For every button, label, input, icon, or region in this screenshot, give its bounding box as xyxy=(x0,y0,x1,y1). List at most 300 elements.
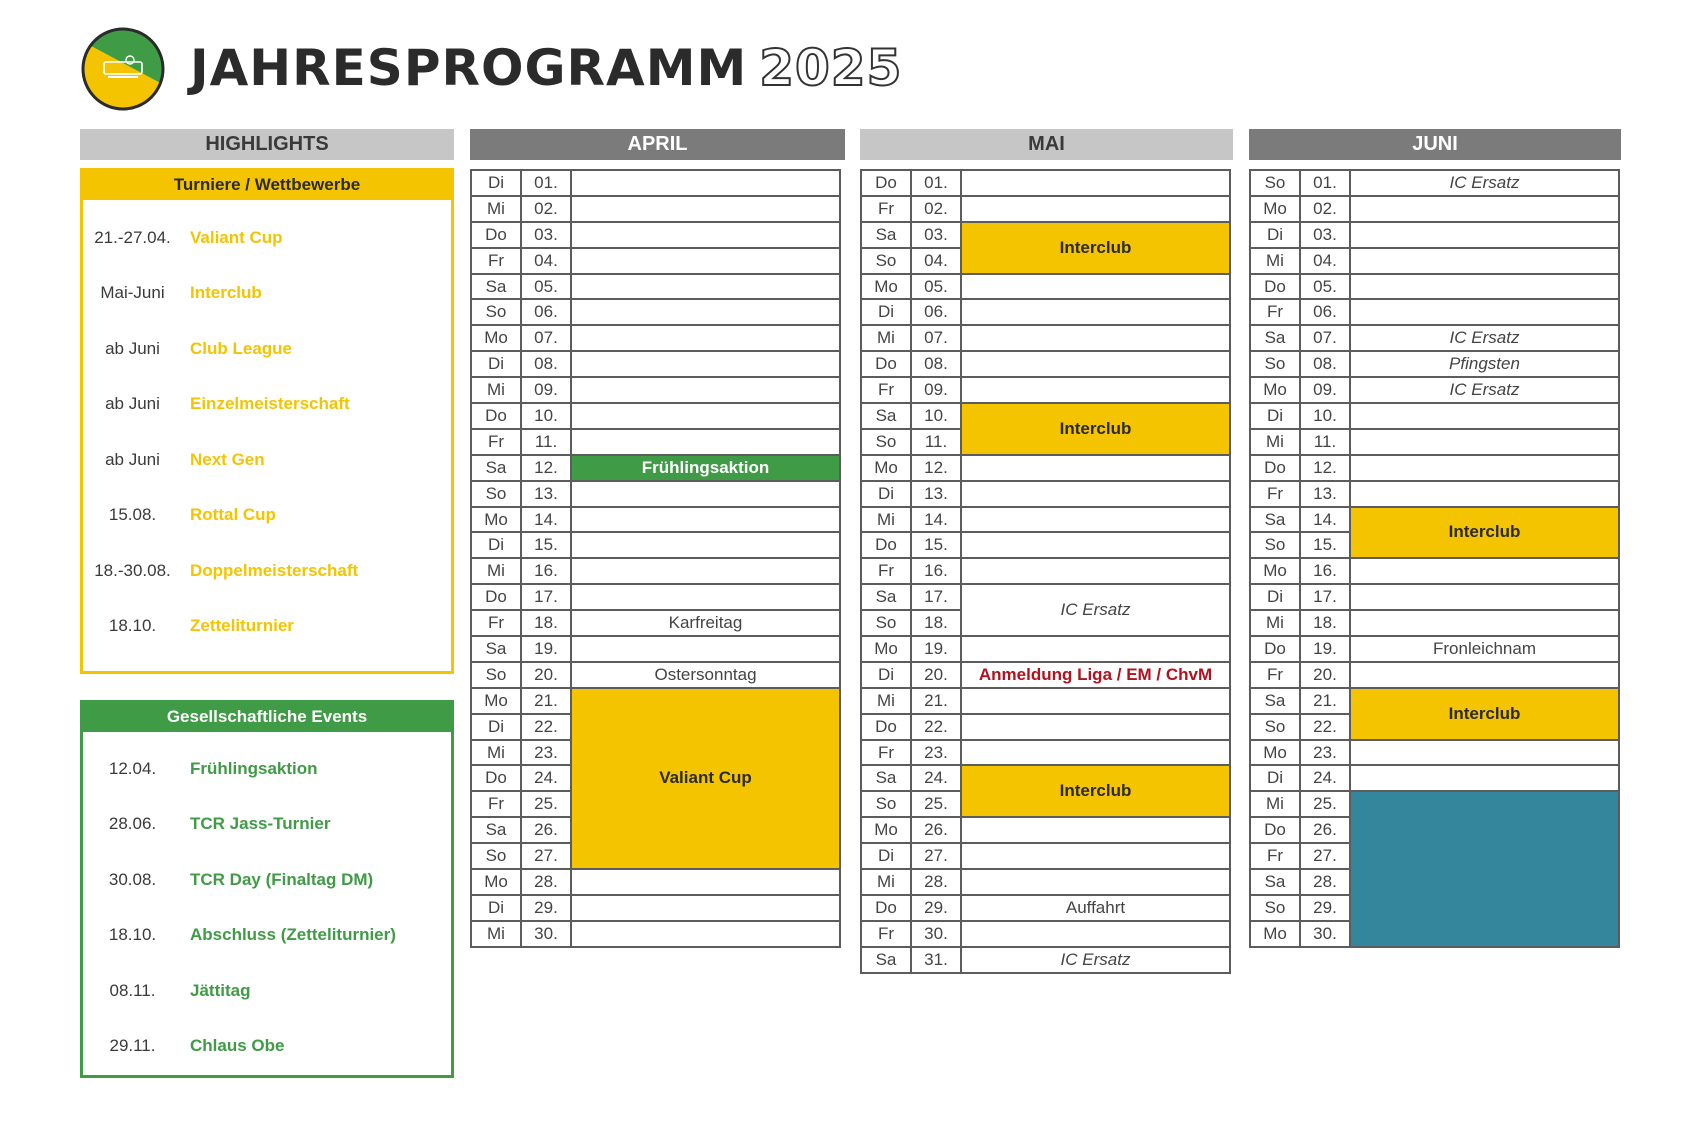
tournaments-item-name: Rottal Cup xyxy=(190,505,276,525)
juni-day-row xyxy=(1250,791,1619,817)
date-cell: 14. xyxy=(1300,507,1350,533)
date-cell: 23. xyxy=(1300,740,1350,766)
date-cell: 18. xyxy=(911,610,961,636)
empty-event-cell xyxy=(961,843,1230,869)
april-day-row xyxy=(471,455,840,481)
april-day-row xyxy=(471,325,840,351)
page-title xyxy=(190,38,902,98)
tournaments-item-date: ab Juni xyxy=(105,338,160,358)
mai-day-row xyxy=(861,377,1230,403)
mai-day-row xyxy=(861,947,1230,973)
date-cell: 30. xyxy=(521,921,571,947)
tournaments-item xyxy=(83,377,451,433)
event-cell: IC Ersatz xyxy=(1350,325,1619,351)
weekday-cell: Do xyxy=(471,222,521,248)
mai-day-row xyxy=(861,532,1230,558)
mai-day-row xyxy=(861,714,1230,740)
mai-day-row xyxy=(861,688,1230,714)
juni-day-row xyxy=(1250,455,1619,481)
april-day-row xyxy=(471,403,840,429)
mai-day-row xyxy=(861,299,1230,325)
weekday-cell: Sa xyxy=(861,403,911,429)
mai-day-row xyxy=(861,636,1230,662)
weekday-cell: So xyxy=(861,610,911,636)
mai-day-row xyxy=(861,196,1230,222)
empty-event-cell xyxy=(961,507,1230,533)
mai-day-row xyxy=(861,765,1230,791)
empty-event-cell xyxy=(961,196,1230,222)
date-cell: 28. xyxy=(911,869,961,895)
weekday-cell: Di xyxy=(861,843,911,869)
social-item-date: 28.06. xyxy=(108,814,157,834)
event-cell: IC Ersatz xyxy=(961,584,1230,636)
event-cell: IC Ersatz xyxy=(1350,377,1619,403)
date-cell: 05. xyxy=(911,274,961,300)
april-day-row xyxy=(471,584,840,610)
weekday-cell: Sa xyxy=(471,636,521,662)
tournaments-item-date: ab Juni xyxy=(105,394,160,414)
weekday-cell: Mi xyxy=(1250,248,1300,274)
weekday-cell: Mi xyxy=(861,688,911,714)
tournaments-item-name: Doppelmeisterschaft xyxy=(190,560,359,580)
tournaments-item xyxy=(83,210,451,266)
mai-day-row xyxy=(861,584,1230,610)
date-cell: 12. xyxy=(911,455,961,481)
mai-day-row xyxy=(861,325,1230,351)
date-cell: 08. xyxy=(521,351,571,377)
juni-day-row xyxy=(1250,299,1619,325)
date-cell: 24. xyxy=(521,765,571,791)
date-cell: 20. xyxy=(911,662,961,688)
weekday-cell: So xyxy=(471,299,521,325)
date-cell: 21. xyxy=(521,688,571,714)
juni-header: JUNI xyxy=(1249,129,1621,160)
weekday-cell: Sa xyxy=(861,765,911,791)
april-day-row xyxy=(471,688,840,714)
empty-event-cell xyxy=(571,325,840,351)
weekday-cell: Do xyxy=(471,765,521,791)
date-cell: 22. xyxy=(911,714,961,740)
event-cell: Fronleichnam xyxy=(1350,636,1619,662)
empty-event-cell xyxy=(961,377,1230,403)
date-cell: 18. xyxy=(1300,610,1350,636)
weekday-cell: Sa xyxy=(471,455,521,481)
weekday-cell: Sa xyxy=(471,817,521,843)
social-item xyxy=(83,797,451,853)
date-cell: 06. xyxy=(911,299,961,325)
weekday-cell: So xyxy=(861,429,911,455)
mai-day-row xyxy=(861,170,1230,196)
weekday-cell: Fr xyxy=(1250,843,1300,869)
weekday-cell: Fr xyxy=(861,740,911,766)
date-cell: 11. xyxy=(911,429,961,455)
date-cell: 12. xyxy=(1300,455,1350,481)
date-cell: 09. xyxy=(911,377,961,403)
date-cell: 01. xyxy=(1300,170,1350,196)
weekday-cell: Mi xyxy=(1250,610,1300,636)
empty-event-cell xyxy=(1350,584,1619,610)
date-cell: 02. xyxy=(911,196,961,222)
weekday-cell: Do xyxy=(861,351,911,377)
title-year: 2025 xyxy=(759,39,903,97)
tournaments-item-date: Mai-Juni xyxy=(100,283,165,303)
april-day-row xyxy=(471,377,840,403)
date-cell: 26. xyxy=(911,817,961,843)
mai-day-row xyxy=(861,222,1230,248)
date-cell: 25. xyxy=(521,791,571,817)
april-day-row xyxy=(471,170,840,196)
weekday-cell: Sa xyxy=(1250,869,1300,895)
weekday-cell: Mo xyxy=(1250,921,1300,947)
date-cell: 20. xyxy=(521,662,571,688)
april-day-row xyxy=(471,248,840,274)
april-day-row xyxy=(471,636,840,662)
juni-day-row xyxy=(1250,662,1619,688)
date-cell: 10. xyxy=(1300,403,1350,429)
empty-event-cell xyxy=(961,532,1230,558)
tournaments-item-date: 21.-27.04. xyxy=(94,227,171,247)
date-cell: 22. xyxy=(521,714,571,740)
event-cell: Interclub xyxy=(961,403,1230,455)
date-cell: 04. xyxy=(911,248,961,274)
weekday-cell: Do xyxy=(1250,274,1300,300)
juni-day-row xyxy=(1250,351,1619,377)
mai-day-row xyxy=(861,351,1230,377)
empty-event-cell xyxy=(571,532,840,558)
date-cell: 07. xyxy=(1300,325,1350,351)
weekday-cell: Di xyxy=(1250,584,1300,610)
weekday-cell: Mi xyxy=(1250,791,1300,817)
weekday-cell: Di xyxy=(471,532,521,558)
juni-day-row xyxy=(1250,636,1619,662)
mai-day-row xyxy=(861,481,1230,507)
empty-event-cell xyxy=(1350,248,1619,274)
date-cell: 05. xyxy=(521,274,571,300)
weekday-cell: Fr xyxy=(471,791,521,817)
date-cell: 21. xyxy=(1300,688,1350,714)
juni-day-row xyxy=(1250,222,1619,248)
weekday-cell: Di xyxy=(861,481,911,507)
social-item-name: TCR Day (Finaltag DM) xyxy=(190,869,374,889)
date-cell: 15. xyxy=(1300,532,1350,558)
empty-event-cell xyxy=(571,222,840,248)
social-title: Gesellschaftliche Events xyxy=(83,703,451,732)
weekday-cell: Fr xyxy=(1250,662,1300,688)
date-cell: 15. xyxy=(521,532,571,558)
event-cell: Interclub xyxy=(1350,507,1619,559)
mai-calendar xyxy=(860,169,1231,974)
empty-event-cell xyxy=(961,688,1230,714)
juni-day-row xyxy=(1250,610,1619,636)
empty-event-cell xyxy=(571,429,840,455)
april-day-row xyxy=(471,351,840,377)
weekday-cell: Fr xyxy=(471,248,521,274)
mai-day-row xyxy=(861,403,1230,429)
date-cell: 05. xyxy=(1300,274,1350,300)
tournaments-title: Turniere / Wettbewerbe xyxy=(83,171,451,200)
empty-event-cell xyxy=(571,869,840,895)
date-cell: 19. xyxy=(911,636,961,662)
empty-event-cell xyxy=(1350,299,1619,325)
empty-event-cell xyxy=(961,636,1230,662)
date-cell: 24. xyxy=(1300,765,1350,791)
weekday-cell: So xyxy=(1250,895,1300,921)
event-cell: IC Ersatz xyxy=(1350,170,1619,196)
tournaments-item xyxy=(83,432,451,488)
weekday-cell: Mo xyxy=(861,636,911,662)
social-item xyxy=(83,852,451,908)
event-cell: Pfingsten xyxy=(1350,351,1619,377)
date-cell: 29. xyxy=(1300,895,1350,921)
date-cell: 13. xyxy=(521,481,571,507)
mai-day-row xyxy=(861,869,1230,895)
weekday-cell: Mi xyxy=(471,377,521,403)
event-cell: Karfreitag xyxy=(571,610,840,636)
tournaments-box xyxy=(80,168,454,674)
tournaments-item xyxy=(83,543,451,599)
juni-day-row xyxy=(1250,248,1619,274)
april-day-row xyxy=(471,507,840,533)
social-box xyxy=(80,700,454,1078)
empty-event-cell xyxy=(571,558,840,584)
weekday-cell: Mo xyxy=(471,688,521,714)
juni-day-row xyxy=(1250,170,1619,196)
date-cell: 25. xyxy=(1300,791,1350,817)
mai-day-row xyxy=(861,817,1230,843)
social-item xyxy=(83,741,451,797)
tournaments-item-name: Club League xyxy=(190,338,293,358)
mai-day-row xyxy=(861,558,1230,584)
weekday-cell: Di xyxy=(861,299,911,325)
weekday-cell: Mi xyxy=(861,325,911,351)
date-cell: 09. xyxy=(1300,377,1350,403)
weekday-cell: Do xyxy=(861,895,911,921)
tournaments-item-name: Einzelmeisterschaft xyxy=(190,394,350,414)
weekday-cell: So xyxy=(471,662,521,688)
empty-event-cell xyxy=(571,507,840,533)
empty-event-cell xyxy=(571,351,840,377)
date-cell: 14. xyxy=(521,507,571,533)
april-calendar xyxy=(470,169,841,948)
date-cell: 04. xyxy=(1300,248,1350,274)
tournaments-list xyxy=(83,200,451,654)
weekday-cell: Di xyxy=(1250,403,1300,429)
empty-event-cell xyxy=(571,895,840,921)
date-cell: 31. xyxy=(911,947,961,973)
date-cell: 16. xyxy=(521,558,571,584)
social-item-date: 08.11. xyxy=(109,980,156,1000)
empty-event-cell xyxy=(961,740,1230,766)
event-cell: Valiant Cup xyxy=(571,688,840,869)
date-cell: 27. xyxy=(1300,843,1350,869)
mai-day-row xyxy=(861,507,1230,533)
april-day-row xyxy=(471,869,840,895)
tournaments-item xyxy=(83,599,451,655)
empty-event-cell xyxy=(1350,610,1619,636)
date-cell: 26. xyxy=(521,817,571,843)
empty-event-cell xyxy=(571,248,840,274)
empty-event-cell xyxy=(1350,765,1619,791)
empty-event-cell xyxy=(961,299,1230,325)
social-item-name: Chlaus Obe xyxy=(190,1036,285,1056)
weekday-cell: Mi xyxy=(1250,429,1300,455)
social-list xyxy=(83,732,451,1074)
date-cell: 17. xyxy=(1300,584,1350,610)
empty-event-cell xyxy=(571,377,840,403)
weekday-cell: Mi xyxy=(471,921,521,947)
tournaments-item-name: Next Gen xyxy=(190,449,265,469)
weekday-cell: Fr xyxy=(471,429,521,455)
empty-event-cell xyxy=(961,170,1230,196)
april-day-row xyxy=(471,299,840,325)
date-cell: 17. xyxy=(521,584,571,610)
empty-event-cell xyxy=(1350,481,1619,507)
weekday-cell: Do xyxy=(471,403,521,429)
weekday-cell: Do xyxy=(861,170,911,196)
empty-event-cell xyxy=(961,921,1230,947)
date-cell: 14. xyxy=(911,507,961,533)
juni-day-row xyxy=(1250,740,1619,766)
social-item-name: Jättitag xyxy=(190,980,251,1000)
date-cell: 19. xyxy=(521,636,571,662)
weekday-cell: Fr xyxy=(861,377,911,403)
date-cell: 07. xyxy=(521,325,571,351)
tournaments-item-date: 18.10. xyxy=(108,616,157,636)
date-cell: 08. xyxy=(911,351,961,377)
juni-day-row xyxy=(1250,688,1619,714)
date-cell: 03. xyxy=(1300,222,1350,248)
april-day-row xyxy=(471,921,840,947)
date-cell: 08. xyxy=(1300,351,1350,377)
juni-day-row xyxy=(1250,481,1619,507)
tournaments-item xyxy=(83,321,451,377)
empty-event-cell xyxy=(571,636,840,662)
weekday-cell: Mo xyxy=(861,274,911,300)
mai-day-row xyxy=(861,274,1230,300)
date-cell: 01. xyxy=(521,170,571,196)
weekday-cell: So xyxy=(1250,351,1300,377)
weekday-cell: So xyxy=(471,843,521,869)
empty-event-cell xyxy=(961,481,1230,507)
social-item xyxy=(83,1019,451,1075)
juni-day-row xyxy=(1250,274,1619,300)
mai-header: MAI xyxy=(860,129,1233,160)
weekday-cell: Mo xyxy=(861,455,911,481)
weekday-cell: Fr xyxy=(861,921,911,947)
empty-event-cell xyxy=(571,170,840,196)
event-cell: Ostersonntag xyxy=(571,662,840,688)
empty-event-cell xyxy=(961,869,1230,895)
juni-day-row xyxy=(1250,558,1619,584)
empty-event-cell xyxy=(961,325,1230,351)
mai-day-row xyxy=(861,895,1230,921)
weekday-cell: Mi xyxy=(471,740,521,766)
date-cell: 24. xyxy=(911,765,961,791)
juni-day-row xyxy=(1250,429,1619,455)
weekday-cell: Fr xyxy=(861,558,911,584)
april-day-row xyxy=(471,532,840,558)
social-item-name: Frühlingsaktion xyxy=(190,758,318,778)
weekday-cell: Mo xyxy=(1250,196,1300,222)
weekday-cell: So xyxy=(861,248,911,274)
weekday-cell: Mo xyxy=(471,869,521,895)
social-item-date: 29.11. xyxy=(109,1036,156,1056)
april-day-row xyxy=(471,196,840,222)
weekday-cell: Mi xyxy=(861,869,911,895)
empty-event-cell xyxy=(571,921,840,947)
date-cell: 13. xyxy=(911,481,961,507)
date-cell: 07. xyxy=(911,325,961,351)
date-cell: 10. xyxy=(521,403,571,429)
juni-calendar xyxy=(1249,169,1620,948)
weekday-cell: Di xyxy=(861,662,911,688)
weekday-cell: Mo xyxy=(1250,740,1300,766)
weekday-cell: Do xyxy=(861,532,911,558)
weekday-cell: Mi xyxy=(471,196,521,222)
date-cell: 26. xyxy=(1300,817,1350,843)
april-day-row xyxy=(471,274,840,300)
empty-event-cell xyxy=(961,817,1230,843)
juni-day-row xyxy=(1250,507,1619,533)
april-day-row xyxy=(471,895,840,921)
empty-event-cell xyxy=(571,299,840,325)
weekday-cell: Mo xyxy=(1250,377,1300,403)
date-cell: 06. xyxy=(1300,299,1350,325)
date-cell: 11. xyxy=(521,429,571,455)
title-main: JAHRESPROGRAMM xyxy=(190,39,748,97)
weekday-cell: Mi xyxy=(471,558,521,584)
empty-event-cell xyxy=(961,455,1230,481)
empty-event-cell xyxy=(1350,429,1619,455)
date-cell: 13. xyxy=(1300,481,1350,507)
empty-event-cell xyxy=(961,274,1230,300)
date-cell: 09. xyxy=(521,377,571,403)
weekday-cell: Do xyxy=(1250,636,1300,662)
juni-day-row xyxy=(1250,325,1619,351)
empty-event-cell xyxy=(1350,662,1619,688)
april-day-row xyxy=(471,429,840,455)
tournaments-item-date: 15.08. xyxy=(108,505,157,525)
weekday-cell: So xyxy=(861,791,911,817)
date-cell: 30. xyxy=(911,921,961,947)
weekday-cell: Sa xyxy=(1250,507,1300,533)
empty-event-cell xyxy=(571,196,840,222)
empty-event-cell xyxy=(571,274,840,300)
weekday-cell: So xyxy=(471,481,521,507)
date-cell: 27. xyxy=(911,843,961,869)
april-header: APRIL xyxy=(470,129,845,160)
april-day-row xyxy=(471,558,840,584)
date-cell: 25. xyxy=(911,791,961,817)
empty-event-cell xyxy=(961,558,1230,584)
juni-day-row xyxy=(1250,584,1619,610)
tournaments-item-date: ab Juni xyxy=(105,449,160,469)
date-cell: 21. xyxy=(911,688,961,714)
date-cell: 16. xyxy=(1300,558,1350,584)
weekday-cell: Mo xyxy=(471,507,521,533)
club-logo xyxy=(80,26,166,112)
weekday-cell: Mi xyxy=(861,507,911,533)
date-cell: 03. xyxy=(521,222,571,248)
date-cell: 02. xyxy=(521,196,571,222)
weekday-cell: Sa xyxy=(1250,325,1300,351)
weekday-cell: Di xyxy=(1250,765,1300,791)
social-item xyxy=(83,963,451,1019)
empty-event-cell xyxy=(1350,558,1619,584)
date-cell: 15. xyxy=(911,532,961,558)
date-cell: 02. xyxy=(1300,196,1350,222)
tournaments-item-date: 18.-30.08. xyxy=(94,560,171,580)
